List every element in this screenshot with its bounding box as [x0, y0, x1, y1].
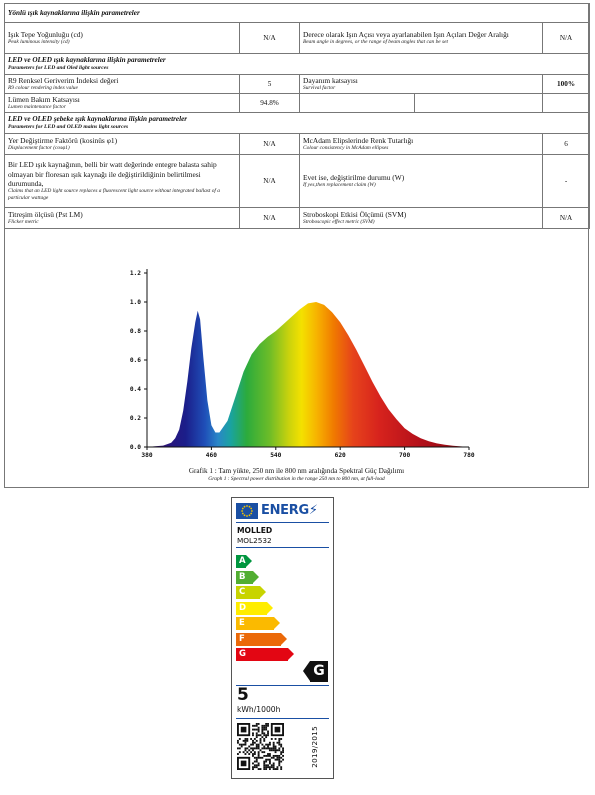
- divider: [236, 547, 329, 548]
- displacement-value: N/A: [240, 134, 300, 155]
- supplier-name: MOLLED: [237, 526, 273, 535]
- y-tick-label: 0.2: [129, 415, 141, 422]
- energy-consumption-value: 5: [237, 685, 249, 705]
- energy-class-letter: E: [239, 618, 245, 628]
- energy-class-bar: [236, 602, 267, 615]
- energy-class-a: [236, 555, 253, 568]
- energy-class-bar: [236, 571, 253, 584]
- replacement-claim-label: Bir LED ışık kaynağının, belli bir watt değerinde entegre balasta sahip olmayan bir floresan ışık kaynağı ile değiştirildiğinin belirtilmesi durumunda, Claims that an LED light source replaces a fluorescent light source without integrated ballast of a particular wattage: [5, 155, 240, 208]
- energy-class-arrowhead: [274, 617, 280, 629]
- empty-cell: [543, 94, 590, 113]
- energy-class-arrowhead: [288, 648, 294, 660]
- chart-caption-tr: Grafik 1 : Tam yükte, 250 nm ile 800 nm aralığında Spektral Güç Dağılımı: [188, 467, 405, 475]
- energy-class-bar: [236, 586, 260, 599]
- y-tick-label: 1.2: [129, 270, 141, 277]
- energy-class-b: [236, 571, 260, 584]
- energy-class-bar: [236, 633, 281, 646]
- stroboscopic-value: N/A: [543, 208, 590, 229]
- energy-class-letter: A: [239, 556, 246, 566]
- energy-class-arrowhead: [260, 586, 266, 598]
- peak-intensity-value: N/A: [240, 23, 300, 54]
- divider: [236, 522, 329, 523]
- rating-letter: G: [310, 661, 328, 682]
- regulation-number: 2019/2015: [310, 726, 319, 768]
- energy-class-f: [236, 633, 288, 646]
- section-led-title: LED ve OLED ışık kaynaklarına ilişkin parametreler Parameters for LED and Oled light sources: [5, 54, 590, 75]
- energy-class-letter: B: [239, 571, 246, 582]
- empty-cell: [300, 94, 415, 113]
- x-tick-label: 460: [205, 452, 217, 459]
- energy-class-bar: [236, 617, 274, 630]
- divider: [236, 685, 329, 686]
- spectral-chart-svg: [4, 259, 589, 464]
- energy-consumption-unit: kWh/1000h: [237, 705, 281, 714]
- x-tick-label: 700: [399, 452, 411, 459]
- y-tick-label: 1.0: [129, 299, 141, 306]
- r9-label: R9 Renksel Geriverim İndeksi değeri R9 colour rendering index value: [5, 75, 240, 94]
- spectrum-area: [147, 302, 469, 447]
- energy-class-c: [236, 586, 267, 599]
- lumen-maintenance-value: 94.8%: [240, 94, 300, 113]
- energy-label: [231, 497, 334, 779]
- displacement-label: Yer Değiştirme Faktörü (kosinüs φ1) Displacement factor (cosφ1): [5, 134, 240, 155]
- mcadam-label: McAdam Elipslerinde Renk Tutarlığı Colour consistency in McAdam ellipses: [300, 134, 543, 155]
- survival-value: 100%: [543, 75, 590, 94]
- eu-flag-icon: [236, 503, 258, 519]
- x-tick-label: 620: [334, 452, 346, 459]
- r9-value: 5: [240, 75, 300, 94]
- x-tick-label: 380: [141, 452, 153, 459]
- section-mains-title: LED ve OLED şebeke ışık kaynaklarına ilişkin parametreler Parameters for LED and OLED mains light sources: [5, 113, 590, 134]
- stroboscopic-label: Stroboskopi Etkisi Ölçümü (SVM) Stroboscopic effect metric (SVM): [300, 208, 543, 229]
- beam-angle-value: N/A: [543, 23, 590, 54]
- energy-class-g: [236, 648, 295, 661]
- replacement-claim-value: N/A: [240, 155, 300, 208]
- energy-class-letter: D: [239, 602, 247, 613]
- y-tick-label: 0.8: [129, 328, 141, 335]
- energy-class-letter: G: [239, 649, 246, 659]
- lumen-maintenance-label: Lümen Bakım Katsayısı Lumen maintenance factor: [5, 94, 240, 113]
- qr-code-icon: [237, 723, 284, 770]
- energy-class-rating: [303, 661, 328, 682]
- flicker-label: Titreşim ölçüsü (Pst LM) Flicker metric: [5, 208, 240, 229]
- energy-label-header: [236, 503, 329, 522]
- energy-class-arrowhead: [267, 602, 273, 614]
- beam-angle-label: Derece olarak Işın Açısı veya ayarlanabilen Işın Açıları Değer Aralığı Beam angle in degrees, or the range of beam angles that can be set: [300, 23, 543, 54]
- rating-arrow: [303, 661, 310, 681]
- x-tick-label: 540: [270, 452, 282, 459]
- energy-class-d: [236, 602, 274, 615]
- energy-class-letter: F: [239, 633, 245, 644]
- energy-class-e: [236, 617, 281, 630]
- y-tick-label: 0.0: [129, 444, 141, 451]
- flicker-value: N/A: [240, 208, 300, 229]
- mcadam-value: 6: [543, 134, 590, 155]
- empty-cell: [415, 94, 543, 113]
- divider: [236, 718, 329, 719]
- energy-class-bar: [236, 648, 288, 661]
- section-directional-title: Yönlü ışık kaynaklarına ilişkin parametreler: [5, 4, 590, 23]
- replacement-watt-value: -: [543, 155, 590, 208]
- x-tick-label: 780: [463, 452, 475, 459]
- energy-class-letter: C: [239, 587, 246, 597]
- y-tick-label: 0.6: [129, 357, 141, 364]
- survival-label: Dayanım katsayısı Survival factor: [300, 75, 543, 94]
- spectral-chart: [4, 259, 589, 488]
- y-tick-label: 0.4: [129, 386, 141, 393]
- energy-class-arrowhead: [253, 571, 259, 583]
- energy-brand: ENERG⚡: [261, 503, 318, 518]
- replacement-watt-label: Evet ise, değiştirilme durumu (W) If yes,then replacement claim (W): [300, 155, 543, 208]
- model-identifier: MOL2532: [237, 536, 272, 545]
- peak-intensity-label: Işık Tepe Yoğunluğu (cd) Peak luminous intensity (cd): [5, 23, 240, 54]
- parameter-table: [4, 3, 590, 229]
- chart-caption-en: Graph 1 : Spectral power distribution in the range 250 nm to 800 nm, at full-load: [208, 476, 385, 482]
- energy-class-arrowhead: [246, 555, 252, 567]
- energy-class-arrowhead: [281, 633, 287, 645]
- energy-class-bar: [236, 555, 246, 568]
